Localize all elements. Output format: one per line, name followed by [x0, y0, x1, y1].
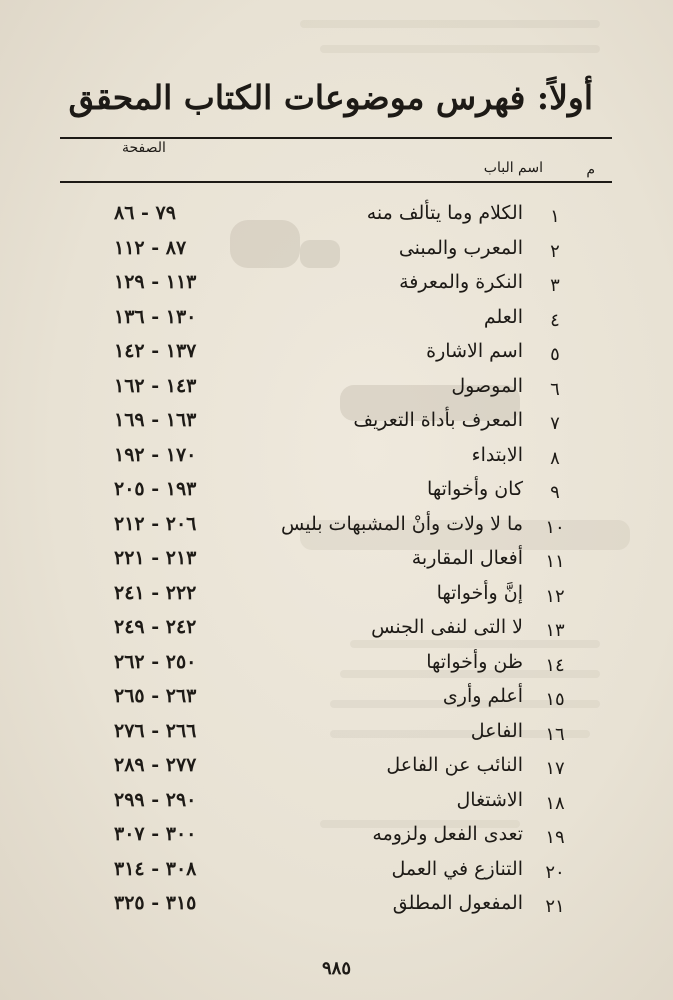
- toc-row-number: ١٠: [545, 516, 565, 538]
- toc-row-title: الاشتغال: [456, 788, 523, 811]
- toc-row-title: الفاعل: [470, 719, 523, 742]
- toc-row-title: المعرف بأداة التعريف: [353, 409, 523, 431]
- toc-list: [0, 202, 673, 927]
- page-title: أولاً: فهرس موضوعات الكتاب المحقق: [68, 78, 593, 117]
- toc-row-pages: ١٤٣ - ١٦٢: [114, 374, 197, 397]
- toc-row-pages: ١٦٣ - ١٦٩: [114, 409, 197, 431]
- toc-row-title: إنَّ وأخواتها: [436, 581, 523, 604]
- toc-row-pages: ٢٥٠ - ٢٦٢: [114, 650, 197, 673]
- toc-row: [0, 306, 673, 341]
- toc-row-pages: ٢٦٣ - ٢٦٥: [114, 685, 197, 707]
- toc-row: [0, 720, 673, 755]
- toc-row-number: ١٢: [545, 585, 565, 607]
- toc-row-number: ١٣: [545, 620, 565, 641]
- page-column-header: الصفحة: [122, 140, 166, 156]
- toc-row-number: ٢١: [545, 896, 565, 917]
- toc-row-pages: ٢٩٠ - ٢٩٩: [114, 788, 197, 811]
- toc-row-title: ما لا ولات وأنْ المشبهات بليس: [280, 512, 523, 535]
- toc-row: [0, 823, 673, 858]
- toc-row-pages: ٣١٥ - ٣٢٥: [114, 892, 197, 914]
- toc-row-title: النكرة والمعرفة: [399, 271, 523, 293]
- toc-row: [0, 237, 673, 272]
- header-rule-bottom: [60, 181, 612, 183]
- toc-row-number: ١٨: [545, 792, 565, 814]
- toc-row-number: ١٩: [545, 827, 565, 848]
- toc-row-title: كان وأخواتها: [427, 478, 523, 500]
- toc-row-pages: ٣٠٠ - ٣٠٧: [114, 823, 197, 845]
- toc-row-pages: ١١٣ - ١٢٩: [114, 271, 197, 293]
- toc-row-number: ١٤: [545, 654, 565, 676]
- toc-row-number: ١٦: [545, 723, 565, 745]
- toc-row-number: ٩: [550, 482, 560, 503]
- toc-row: [0, 547, 673, 582]
- toc-row-number: ١٧: [545, 758, 565, 779]
- toc-row-title: الكلام وما يتألف منه: [366, 202, 523, 224]
- toc-row-number: ٤: [550, 309, 560, 331]
- toc-row: [0, 202, 673, 237]
- toc-row-title: التنازع في العمل: [391, 857, 523, 880]
- toc-row-pages: ٢٧٧ - ٢٨٩: [114, 754, 197, 776]
- page-number: ٩٨٥: [321, 958, 351, 979]
- toc-row-title: المفعول المطلق: [392, 892, 523, 914]
- toc-row-number: ٦: [550, 378, 560, 400]
- toc-row-title: الموصول: [451, 374, 523, 397]
- toc-row-title: النائب عن الفاعل: [386, 754, 523, 776]
- toc-row: [0, 409, 673, 444]
- toc-row: [0, 444, 673, 479]
- toc-row-pages: ١٩٣ - ٢٠٥: [114, 478, 197, 500]
- toc-row-number: ٧: [550, 413, 560, 434]
- toc-row-number: ٨: [550, 447, 560, 469]
- chapter-name-column-header: اسم الباب: [483, 160, 543, 176]
- toc-row: [0, 651, 673, 686]
- toc-row-number: ١١: [545, 551, 565, 572]
- toc-row-pages: ٣٠٨ - ٣١٤: [114, 857, 197, 880]
- toc-row: [0, 271, 673, 306]
- toc-row-pages: ٨٧ - ١١٢: [114, 236, 187, 259]
- toc-row-title: اسم الاشارة: [426, 340, 523, 362]
- toc-row-number: ٢٠: [545, 861, 565, 883]
- toc-row-pages: ٢٤٢ - ٢٤٩: [114, 616, 197, 638]
- toc-row: [0, 340, 673, 375]
- toc-row-pages: ٧٩ - ٨٦: [114, 202, 176, 224]
- toc-row-title: ظن وأخواتها: [426, 650, 523, 673]
- toc-row-number: ١٥: [545, 689, 565, 710]
- toc-row-title: أعلم وأرى: [442, 685, 523, 707]
- toc-row-title: تعدى الفعل ولزومه: [372, 823, 523, 845]
- toc-row: [0, 478, 673, 513]
- toc-row: [0, 754, 673, 789]
- toc-row-pages: ١٣٧ - ١٤٢: [114, 340, 197, 362]
- toc-row-pages: ٢٢٢ - ٢٤١: [114, 581, 197, 604]
- toc-row-number: ٥: [550, 344, 560, 365]
- toc-row-pages: ٢٠٦ - ٢١٢: [114, 512, 197, 535]
- toc-row-pages: ٢١٣ - ٢٢١: [114, 547, 197, 569]
- toc-row: [0, 616, 673, 651]
- toc-row: [0, 892, 673, 927]
- number-column-header: م: [586, 162, 595, 178]
- toc-row: [0, 858, 673, 893]
- toc-row: [0, 582, 673, 617]
- toc-row: [0, 685, 673, 720]
- toc-row-title: العلم: [483, 305, 523, 328]
- toc-row-pages: ١٧٠ - ١٩٢: [114, 443, 197, 466]
- toc-row: [0, 513, 673, 548]
- toc-row: [0, 789, 673, 824]
- toc-row-number: ٣: [550, 275, 560, 296]
- header-rule-top: [60, 137, 612, 139]
- toc-row-number: ١: [550, 206, 560, 227]
- toc-row-number: ٢: [550, 240, 560, 262]
- toc-row-pages: ١٣٠ - ١٣٦: [114, 305, 197, 328]
- toc-row-title: المعرب والمبنى: [398, 236, 523, 259]
- toc-row-pages: ٢٦٦ - ٢٧٦: [114, 719, 197, 742]
- toc-row-title: لا التى لنفى الجنس: [371, 616, 523, 638]
- toc-row-title: الابتداء: [471, 443, 523, 466]
- toc-row-title: أفعال المقاربة: [411, 547, 523, 569]
- toc-row: [0, 375, 673, 410]
